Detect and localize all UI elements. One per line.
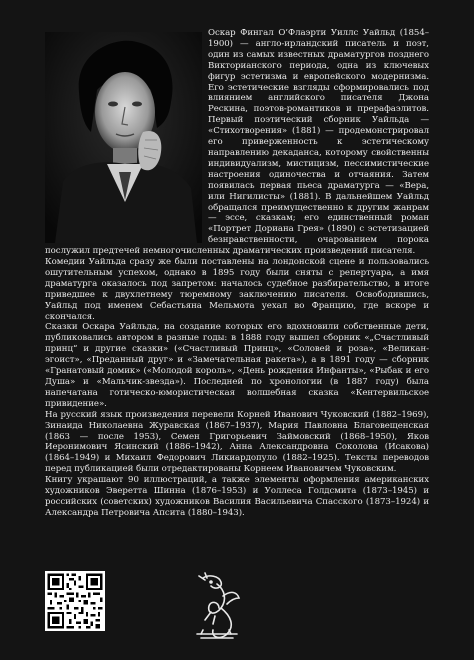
description-text <box>45 28 429 519</box>
publisher-logo-icon <box>191 572 243 642</box>
paragraph-illustrations: Книгу украшают 90 иллюстраций, а также элементы оформления американских художников Эверетта Шинна (1876–1953) и Уоллеса Голдсмита (1873–1945) и российских (советских) художников Василия Васильевича Спасского (1873–1924) и Александра Петровича Апсита (1880–1943). <box>45 475 429 518</box>
paragraph-biography: Оскар Фингал О’Флаэрти Уиллс Уайльд (1854–1900) — англо-ирландский писатель и поэт, один из самых известных драматургов позднего Викторианского периода, одна из ключевых фигур эстетизма и европейского модернизма. Его эстетические взгляды сформировались под влиянием английского писателя Джона Рескина, поэтов-романтиков и прерафаэлитов. Первый поэтический сборник Уайльда — «Стихотворения» (1881) — продемонстрировал его приверженность к эстетическому направлению декаданса, которому свойственны индивидуализм, мистицизм, пессимистические настроения одиночества и отчаяния. Затем появилась первая пьеса драматурга — «Вера, или Нигилисты» (1881). В дальнейшем Уайльд обращался преимущественно к другим жанрам — эссе, сказкам; его единственный роман «Портрет Дориана Грея» (1890) с эстетизацией безнравственности, очарованием порока послужил предтечей немногочисленных драматических произведений писателя. <box>45 28 429 257</box>
qr-code-icon <box>45 571 105 631</box>
paragraph-translators: На русский язык произведения перевели Корней Иванович Чуковский (1882–1969), Зинаида Николаевна Журавская (1867–1937), Мария Павловна Благовещенская (1863 — после 1953), Семен Григорьевич Займовский (1868–1950), Яков Иеронимович Ясинский (1886–1942), Анна Александровна Соколова (Исакова) (1864–1949) и Михаил Федорович Ликиардопуло (1882–1925). Тексты переводов перед публикацией были отредактированы Корнеем Ивановичем Чуковским. <box>45 409 429 475</box>
portrait-spacer <box>45 28 208 244</box>
paragraph-fairy-tales: Сказки Оскара Уайльда, на создание которых его вдохновили собственные дети, публиковались автором в разные годы: в 1888 году вышел сборник «„Счастливый принц“ и другие сказки» («Счастливый Принц», «Соловей и роза», «Великан-эгоист», «Преданный друг» и «Замечательная ракета»), а в 1891 году — сборник «Гранатовый домик» («Молодой король», «День рождения Инфанты», «Рыбак и его Душа» и «Мальчик-звезда»). Последней по хронологии (в 1887 году) была напечатана готическо-юмористическая волшебная сказка «Кентервильское привидение». <box>45 322 429 409</box>
paragraph-comedies: Комедии Уайльда сразу же были поставлены на лондонской сцене и пользовались ошутительным успехом, однако в 1895 году были сняты с репертуара, а имя драматурга оказалось под запретом: началось судебное разбирательство, в итоге приведшее к двухлетнему тюремному заключению писателя. Освободившись, Уайльд под именем Себастьяна Мельмота уехал во Францию, где вскоре и скончался. <box>45 257 429 322</box>
